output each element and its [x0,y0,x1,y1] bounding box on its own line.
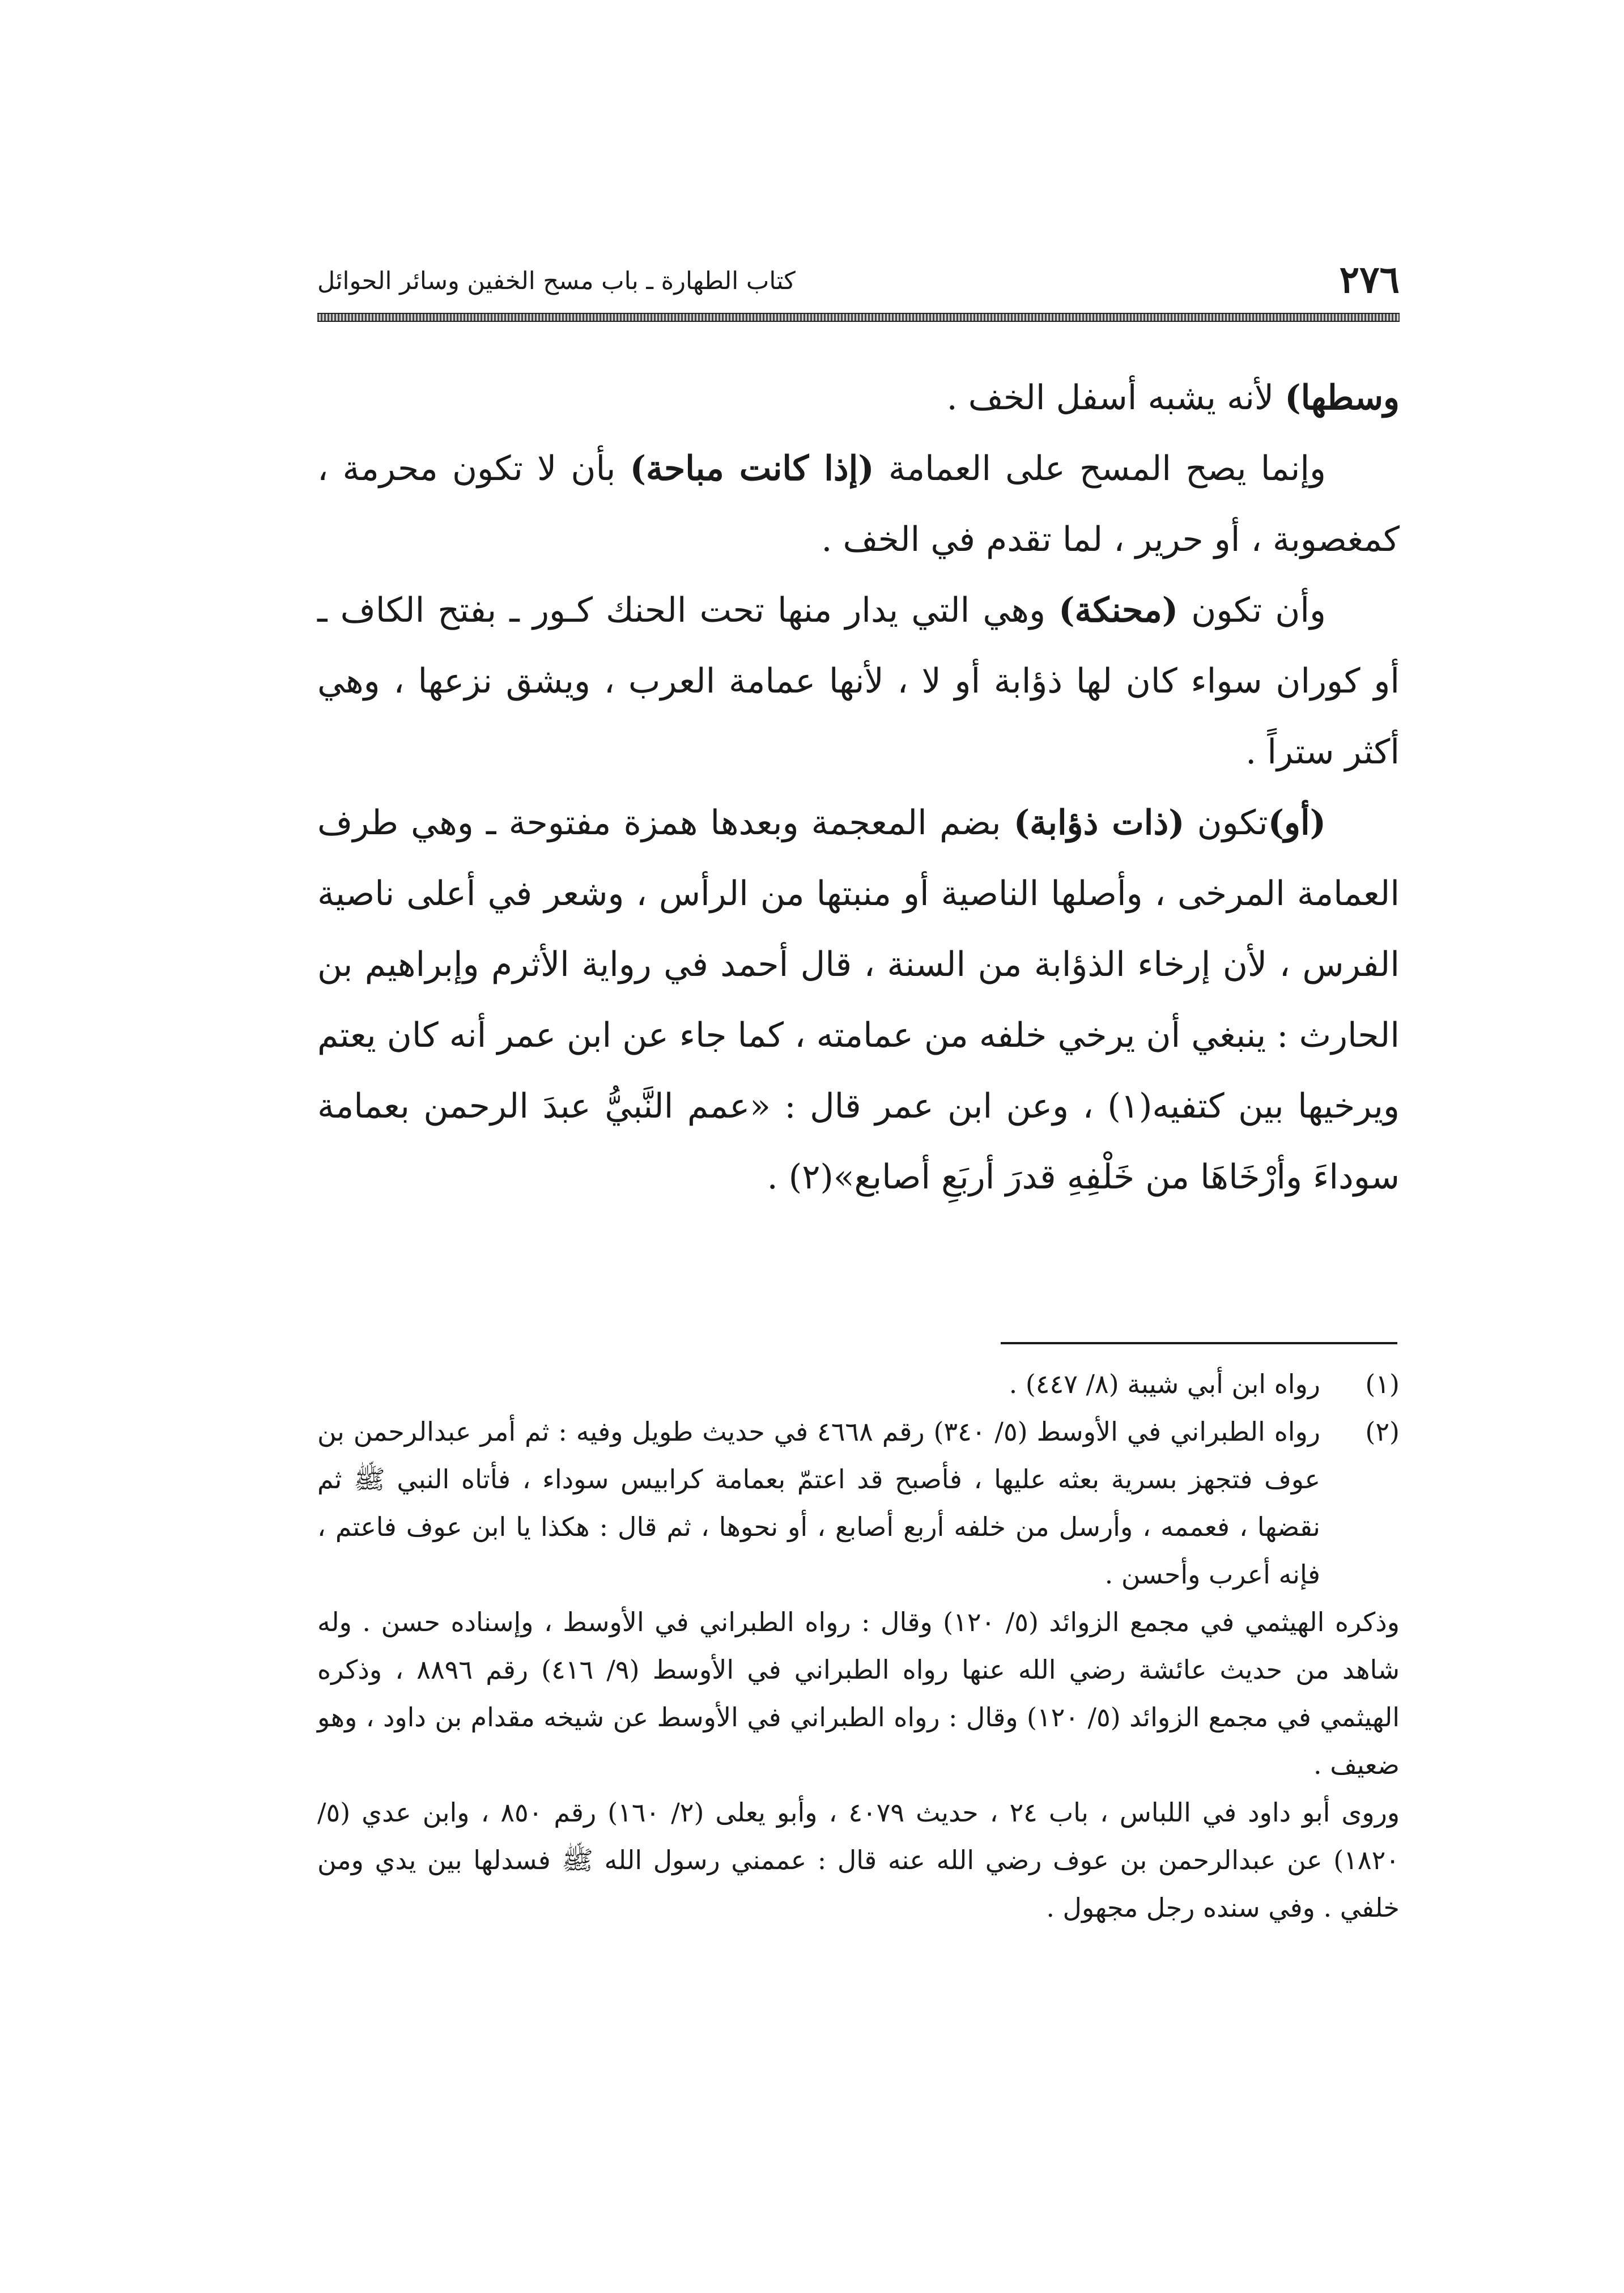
bold-term: (محنكة) [1058,591,1179,630]
bold-term: (أو) [1268,803,1326,843]
footnote-1 [317,1360,1400,1408]
footnote-number: (٢) [1365,1416,1400,1447]
paragraph-text: وإنما يصح المسح على العمامة [874,449,1327,489]
main-text [317,363,1400,1213]
footnote-text: رواه الطبراني في الأوسط (٥/ ٣٤٠) رقم ٤٦٦٨ في حديث طويل وفيه : ثم أمر عبدالرحمن بن عوف فتجهز بسرية بعثه عليها ، فأصبح قد اعتمّ بعمامة كرابيس سوداء ، فأتاه النبي ﷺ ثم نقضها ، فعممه ، وأرسل من خلفه أربع أصابع ، أو نحوها ، ثم قال : هكذا يا ابن عوف فاعتم ، فإنه أعرب وأحسن . [317,1416,1320,1590]
running-title: كتاب الطهارة ـ باب مسح الخفين وسائر الحوائل [317,267,796,295]
paragraph-text: وهي التي يدار منها تحت الحنك كـور ـ بفتح الكاف ـ أو كوران سواء كان لها ذؤابة أو لا ، لأنها عمامة العرب ، ويشق نزعها ، وهي أكثر ستراً . [317,591,1400,772]
bold-term: (إذا كانت مباحة) [630,449,874,489]
paragraph-text: لأنه يشبه أسفل الخف . [946,378,1285,418]
page-number: ٢٧٦ [1339,257,1400,302]
footnote-2 [317,1408,1400,1598]
footnote-number: (١) [1365,1369,1400,1399]
paragraph-3 [317,575,1400,788]
footnote-text: رواه ابن أبي شيبة (٨/ ٤٤٧) . [1009,1369,1320,1399]
paragraph-text: بأن لا تكون محرمة ، كمغصوبة ، أو حرير ، لما تقدم في الخف . [317,449,1400,559]
footnote-continuation: وروى أبو داود في اللباس ، باب ٢٤ ، حديث ٤٠٧٩ ، وأبو يعلى (٢/ ١٦٠) رقم ٨٥٠ ، وابن عدي (٥/ ١٨٢٠) عن عبدالرحمن بن عوف رضي الله عنه قال : عممني رسول الله ﷺ فسدلها بين يدي ومن خلفي . وفي سنده رجل مجهول . [317,1797,1400,1923]
footnote-continuation: وذكره الهيثمي في مجمع الزوائد (٥/ ١٢٠) وقال : رواه الطبراني في الأوسط ، وإسناده حسن . وله شاهد من حديث عائشة رضي الله عنها رواه الطبراني في الأوسط (٩/ ٤١٦) رقم ٨٨٩٦ ، وذكره الهيثمي في مجمع الزوائد (٥/ ١٢٠) وقال : رواه الطبراني في الأوسط عن شيخه مقدام بن داود ، وهو ضعيف . [317,1607,1400,1780]
footnote-separator [1001,1342,1397,1344]
bold-term: وسطها) [1285,378,1400,418]
paragraph-text: بضم المعجمة وبعدها همزة مفتوحة ـ وهي طرف العمامة المرخى ، وأصلها الناصية أو منبتها من الرأس ، وشعر في أعلى ناصية الفرس ، لأن إرخاء الذؤابة من السنة ، قال أحمد في رواية الأثرم وإبراهيم بن الحارث : ينبغي أن يرخي خلفه من عمامته ، كما جاء عن ابن عمر أنه كان يعتم ويرخيها بين كتفيه(١) ، وعن ابن عمر قال : «عمم النَّبيُّ عبدَ الرحمن بعمامة سوداءَ وأرْخَاهَا من خَلْفِهِ قدرَ أربَعِ أصابع»(٢) . [317,803,1400,1197]
paragraph-1 [317,363,1400,434]
paragraph-text: وأن تكون [1178,591,1326,630]
page-header [317,254,1400,305]
paragraph-2 [317,434,1400,575]
paragraph-text: تكون [1184,803,1268,843]
paragraph-4 [317,788,1400,1213]
bold-term: (ذات ذؤابة) [1013,803,1185,843]
header-rule [317,313,1400,322]
footnotes [317,1360,1400,1931]
